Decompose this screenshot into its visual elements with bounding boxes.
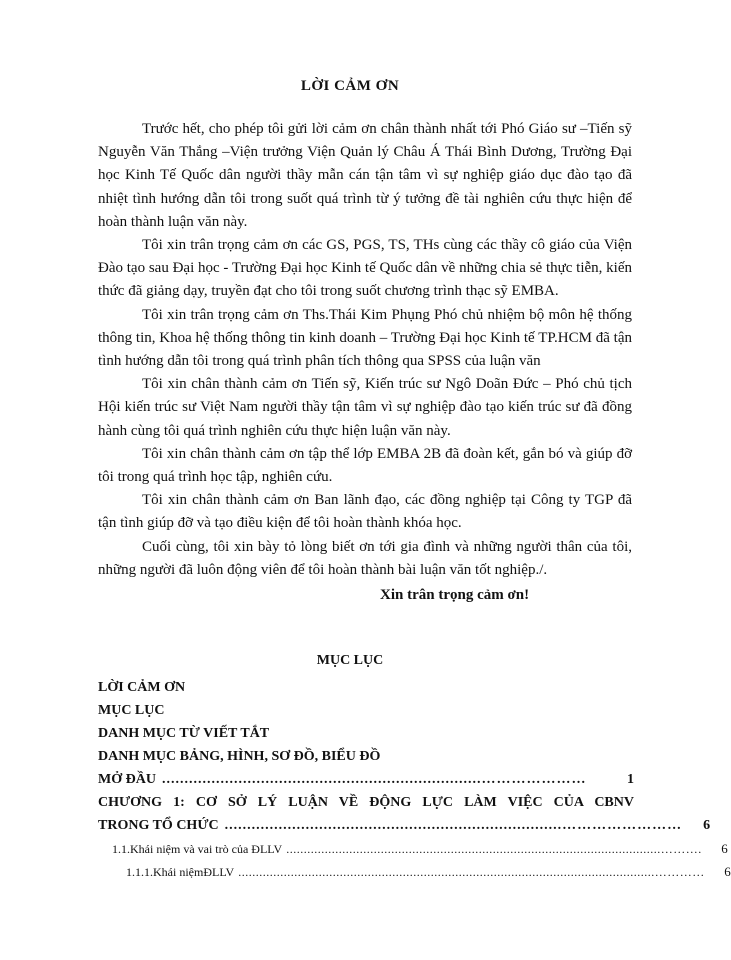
toc-entry-label: 1.1.Khái niệm và vai trò của ĐLLV (112, 842, 283, 856)
acknowledgement-paragraph: Trước hết, cho phép tôi gửi lời cảm ơn chân thành nhất tới Phó Giáo sư –Tiến sỹ Nguyễn Văn Thắng –Viện trưởng Viện Quản lý Châu Á Thái Bình Dương, Trường Đại học Kinh Tế Quốc dân người thầy mẫn cán tận tâm vì sự nghiệp giáo dục đào tạo đã nhiệt tình hướng dẫn tôi trong suốt quá trình từ ý tưởng đề tài nghiên cứu thực hiện để hoàn thành luận văn này. (98, 121, 632, 230)
toc-entry-abbreviations: DANH MỤC TỪ VIẾT TẮT (98, 726, 270, 741)
toc-leader-dots: .......................................................................................................................………… (238, 865, 705, 879)
acknowledgement-paragraph: Tôi xin chân thành cảm ơn Tiến sỹ, Kiến trúc sư Ngô Doãn Đức – Phó chủ tịch Hội kiến trúc sư Việt Nam người thầy tận tâm vì sự nghiệp đào tạo kiến trúc sư đã đồng hành cùng tôi quá trình nghiên cứu thực hiện luận văn này. (98, 376, 632, 439)
toc-entry-label: MỞ ĐẦU (98, 772, 156, 787)
acknowledgement-paragraph: Tôi xin trân trọng cảm ơn các GS, PGS, TS, THs cùng các thầy cô giáo của Viện Đào tạo sau Đại học - Trường Đại học Kinh tế Quốc dân về những chia sẻ thực tiễn, kiến thức đã giảng dạy, truyền đạt cho tôi trong suốt chương trình thạc sỹ EMBA. (98, 237, 632, 300)
toc-entry-label: TRONG TỔ CHỨC (98, 818, 219, 833)
toc-title: MỤC LỤC (316, 653, 384, 668)
toc-page-number: 6 (724, 864, 731, 879)
toc-entry-chapter-1-line-2 (98, 814, 711, 837)
acknowledgement-closing: Xin trân trọng cảm ơn! (380, 587, 530, 603)
acknowledgement-paragraph: Tôi xin chân thành cảm ơn Ban lãnh đạo, các đồng nghiệp tại Công ty TGP đã tận tình giúp đỡ và tạo điều kiện để tôi hoàn thành khóa học. (98, 492, 632, 532)
toc-page-number: 6 (721, 841, 728, 856)
table-of-contents (98, 676, 731, 883)
toc-entry-contents: MỤC LỤC (98, 703, 165, 718)
toc-entry-figures: DANH MỤC BẢNG, HÌNH, SƠ ĐỒ, BIỂU ĐỒ (98, 749, 381, 764)
toc-page-number: 6 (703, 818, 711, 833)
toc-leader-dots: ...........................................................................…………………… (224, 818, 683, 833)
toc-entry-chapter-1-line-1: CHƯƠNG 1: CƠ SỞ LÝ LUẬN VỀ ĐỘNG LỰC LÀM VIỆC CỦA CBNV (98, 795, 634, 810)
toc-entry-section-1-1-1 (98, 860, 731, 883)
toc-entry-introduction (98, 768, 634, 791)
toc-leader-dots: .......................................................................………………… (161, 772, 587, 787)
toc-entry-acknowledgement: LỜI CẢM ƠN (98, 680, 186, 695)
acknowledgement-paragraph: Tôi xin trân trọng cảm ơn Ths.Thái Kim Phụng Phó chủ nhiệm bộ môn hệ thống thông tin, Khoa hệ thống thông tin kinh doanh – Trường Đại học Kinh tế TP.HCM đã tận tình hướng dẫn tôi trong quá trình phân tích thông qua SPSS của luận văn (98, 306, 632, 370)
acknowledgement-title: LỜI CẢM ƠN (300, 78, 400, 94)
acknowledgement-paragraph: Tôi xin chân thành cảm ơn tập thể lớp EMBA 2B đã đoàn kết, gắn bó và giúp đỡ tôi trong quá trình học tập, nghiên cứu. (98, 445, 632, 486)
toc-entry-section-1-1 (98, 837, 728, 860)
toc-page-number: 1 (627, 772, 634, 787)
toc-leader-dots: ...........................................................................................................………. (286, 842, 702, 856)
toc-entry-label: 1.1.1.Khái niệmĐLLV (126, 865, 235, 879)
acknowledgement-body (98, 118, 632, 582)
acknowledgement-paragraph: Cuối cùng, tôi xin bày tỏ lòng biết ơn tới gia đình và những người thân của tôi, những người đã luôn động viên để tôi hoàn thành bài luận văn tốt nghiệp./. (98, 538, 632, 578)
